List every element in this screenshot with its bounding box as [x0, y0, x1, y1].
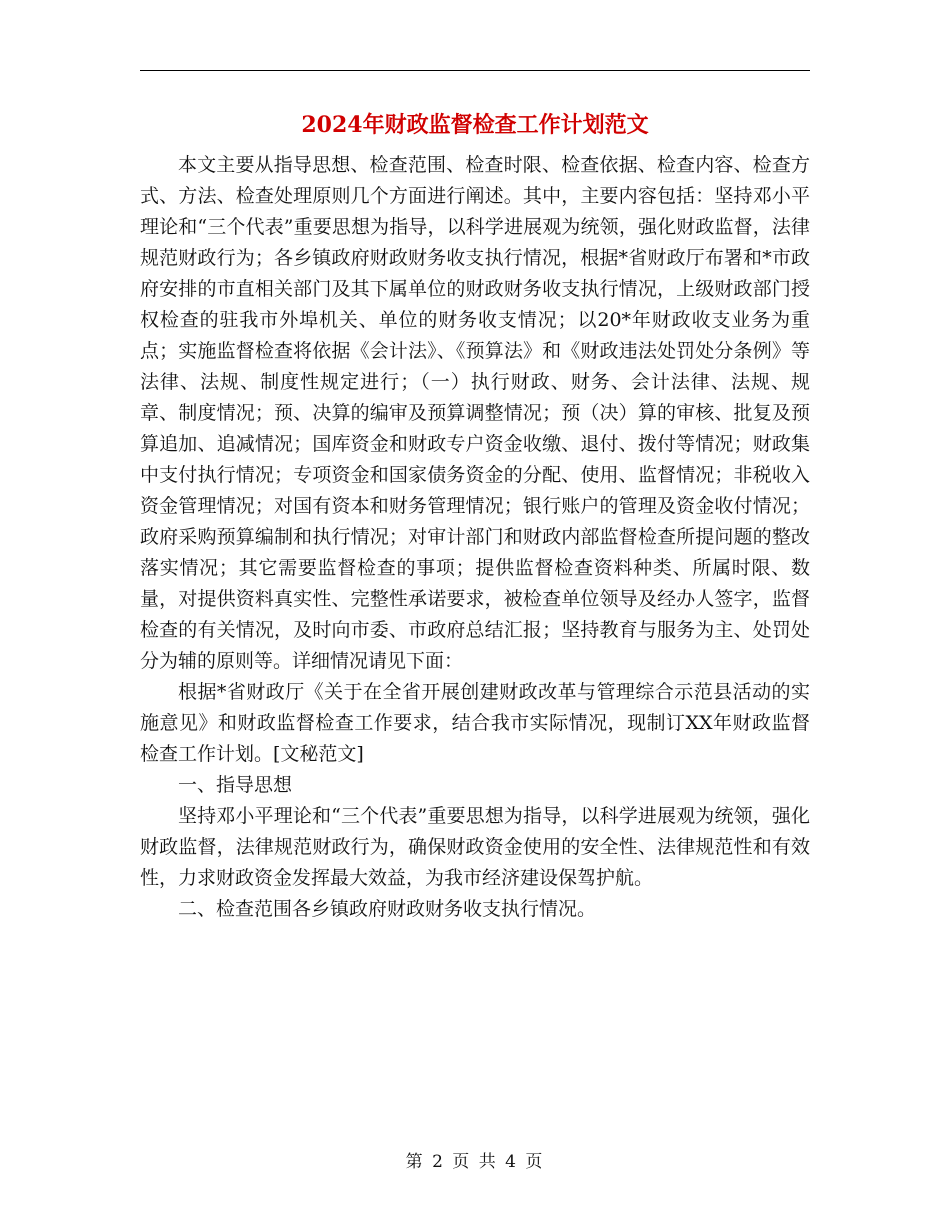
- footer-current-page: 2: [432, 1152, 445, 1172]
- section-heading-guiding-ideology: 一、指导思想: [178, 774, 293, 796]
- footer-suffix: 页: [525, 1152, 545, 1172]
- footer-prefix: 第: [405, 1152, 425, 1172]
- document-body: [140, 150, 810, 925]
- paragraph-basis: 根据*省财政厅《关于在全省开展创建财政改革与管理综合示范县活动的实施意见》和财政监督检查工作要求，结合我市实际情况，现制订XX年财政监督检查工作计划。[文秘范文]: [140, 681, 810, 765]
- footer-total-pages: 4: [505, 1152, 518, 1172]
- paragraph-summary: 本文主要从指导思想、检查范围、检查时限、检查依据、检查内容、检查方式、方法、检查处理原则几个方面进行阐述。其中，主要内容包括：坚持邓小平理论和“三个代表”重要思想为指导，以科学进展观为统领，强化财政监督，法律规范财政行为；各乡镇政府财政财务收支执行情况，根据*省财政厅布署和*市政府安排的市直相关部门及其下属单位的财政财务收支执行情况，上级财政部门授权检查的驻我市外埠机关、单位的财务收支情况；以20*年财政收支业务为重点；实施监督检查将依据《会计法》、《预算法》和《财政违法处罚处分条例》等法律、法规、制度性规定进行；（一）执行财政、财务、会计法律、法规、规章、制度情况；预、决算的编审及预算调整情况；预（决）算的审核、批复及预算追加、追减情况；国库资金和财政专户资金收缴、退付、拨付等情况；财政集中支付执行情况；专项资金和国家债务资金的分配、使用、监督情况；非税收入资金管理情况；对国有资本和财务管理情况；银行账户的管理及资金收付情况；政府采购预算编制和执行情况；对审计部门和财政内部监督检查所提问题的整改落实情况；其它需要监督检查的事项；提供监督检查资料种类、所属时限、数量，对提供资料真实性、完整性承诺要求，被检查单位领导及经办人签字，监督检查的有关情况，及时向市委、市政府总结汇报；坚持教育与服务为主、处罚处分为辅的原则等。详细情况请见下面：: [140, 154, 810, 672]
- section-heading-inspection-scope: 二、检查范围各乡镇政府财政财务收支执行情况。: [178, 898, 597, 920]
- document-title: 2024年财政监督检查工作计划范文: [301, 112, 649, 138]
- footer-middle: 页 共: [452, 1152, 498, 1172]
- paragraph-guiding-ideology: 坚持邓小平理论和“三个代表”重要思想为指导，以科学进展观为统领，强化财政监督，法律规范财政行为，确保财政资金使用的安全性、法律规范性和有效性，力求财政资金发挥最大效益，为我市经济建设保驾护航。: [140, 805, 810, 889]
- header-rule: [140, 70, 810, 71]
- page-number-footer: [0, 1150, 950, 1174]
